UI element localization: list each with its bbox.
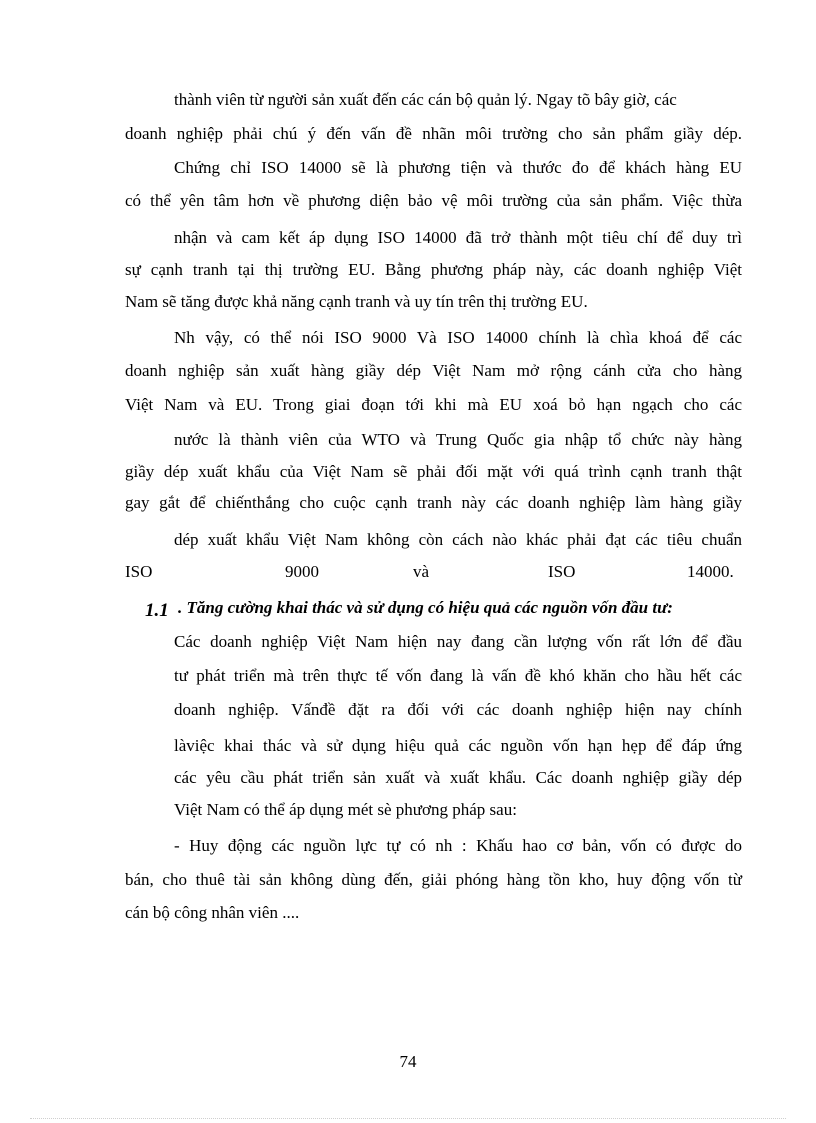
iso-word: ISO (548, 562, 576, 581)
text-line: có thể yên tâm hơn về phương diện bảo vệ môi trường của sản phẩm. Việc thừa (125, 191, 742, 210)
text-line: Nam sẽ tăng được khả năng cạnh tranh và uy tín trên thị trường EU. (125, 292, 588, 311)
text-line: các yêu cầu phát triển sản xuất và xuất khẩu. Các doanh nghiệp giầy dép (174, 768, 742, 787)
iso-standards-line (125, 562, 742, 582)
text-line: Việt Nam và EU. Trong giai đoạn tới khi mà EU xoá bỏ hạn ngạch cho các (125, 395, 742, 414)
text-line: doanh nghiệp. Vấnđề đặt ra đối với các doanh nghiệp hiện nay chính (174, 700, 742, 719)
text-line: Chứng chỉ ISO 14000 sẽ là phương tiện và thước đo để khách hàng EU (174, 158, 742, 177)
iso-word: ISO (125, 562, 153, 581)
text-line: tư phát triển mà trên thực tế vốn đang là vấn đề khó khăn cho hầu hết các (174, 666, 742, 685)
iso-number: 14000. (687, 562, 734, 581)
text-line: nước là thành viên của WTO và Trung Quốc gia nhập tổ chức này hàng (174, 430, 742, 449)
text-line: Nh vậy, có thể nói ISO 9000 Và ISO 14000 chính là chìa khoá để các (174, 328, 742, 347)
text-line: Các doanh nghiệp Việt Nam hiện nay đang cần lượng vốn rất lớn để đầu (174, 632, 742, 651)
text-line: cán bộ công nhân viên .... (125, 903, 300, 922)
text-line: thành viên từ người sản xuất đến các cán bộ quản lý. Ngay tõ bây giờ, các (174, 90, 677, 109)
text-line: nhận và cam kết áp dụng ISO 14000 đã trở thành một tiêu chí để duy trì (174, 228, 742, 247)
footer-divider (30, 1118, 786, 1119)
text-line: doanh nghiệp sản xuất hàng giầy dép Việt Nam mở rộng cánh cửa cho hàng (125, 361, 742, 380)
text-line: gay gắt để chiếnthắng cho cuộc cạnh tranh này các doanh nghiệp làm hàng giầy (125, 493, 742, 512)
text-line: sự cạnh tranh tại thị trường EU. Bằng phương pháp này, các doanh nghiệp Việt (125, 260, 742, 279)
text-line: doanh nghiệp phải chú ý đến vấn đề nhãn môi trường cho sản phẩm giầy dép. (125, 124, 742, 143)
text-line: giầy dép xuất khẩu của Việt Nam sẽ phải đối mặt với quá trình cạnh tranh thật (125, 462, 742, 481)
page-number: 74 (399, 1052, 417, 1071)
section-number: 1.1 (145, 600, 169, 621)
conjunction-word: và (413, 562, 430, 581)
text-line: bán, cho thuê tài sản không dùng đến, giải phóng hàng tồn kho, huy động vốn từ (125, 870, 742, 889)
text-line: - Huy động các nguồn lực tự có nh : Khấu hao cơ bản, vốn có được do (174, 836, 742, 855)
section-heading: . Tăng cường khai thác và sử dụng có hiệu quả các nguồn vốn đầu tư: (178, 598, 673, 617)
text-line: dép xuất khẩu Việt Nam không còn cách nào khác phải đạt các tiêu chuẩn (174, 530, 742, 549)
text-line: Việt Nam có thể áp dụng mét sè phương pháp sau: (174, 800, 517, 819)
text-line: làviệc khai thác và sử dụng hiệu quả các nguồn vốn hạn hẹp để đáp ứng (174, 736, 742, 755)
iso-number: 9000 (285, 562, 319, 581)
